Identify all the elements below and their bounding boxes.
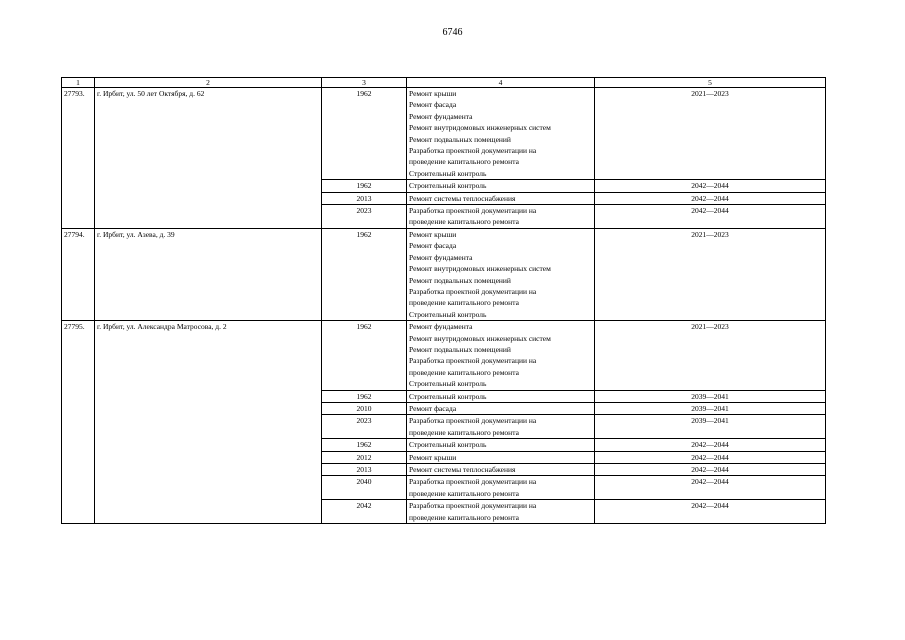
planned-period: 2042—2044 [595, 500, 826, 524]
planned-period: 2042—2044 [595, 451, 826, 463]
planned-period: 2042—2044 [595, 205, 826, 229]
last-repair-year: 2013 [322, 464, 407, 476]
object-number: 27794. [62, 228, 95, 320]
object-number: 27795. [62, 321, 95, 524]
work-item: Ремонт фундамента [409, 252, 473, 262]
work-types [407, 402, 595, 414]
registry-table [61, 77, 826, 524]
last-repair-year: 2010 [322, 402, 407, 414]
work-item: Строительный контроль [409, 379, 487, 389]
last-repair-year: 1962 [322, 321, 407, 390]
work-types [407, 415, 595, 439]
work-types [407, 439, 595, 451]
work-item: Ремонт внутридомовых инженерных систем [409, 123, 551, 133]
work-item: Ремонт фасада [409, 241, 457, 251]
work-item: проведение капитального ремонта [409, 488, 519, 498]
work-item: Строительный контроль [409, 309, 487, 319]
work-types [407, 228, 595, 320]
planned-period: 2039—2041 [595, 415, 826, 439]
work-item: Ремонт подвальных помещений [409, 344, 511, 354]
work-types [407, 500, 595, 524]
work-types [407, 88, 595, 180]
last-repair-year: 2042 [322, 500, 407, 524]
planned-period: 2042—2044 [595, 180, 826, 192]
work-types [407, 476, 595, 500]
table-row [62, 88, 826, 180]
work-item: Ремонт внутридомовых инженерных систем [409, 333, 551, 343]
last-repair-year: 1962 [322, 390, 407, 402]
work-item: Ремонт фасада [409, 100, 457, 110]
work-types [407, 180, 595, 192]
work-item: Ремонт крыши [409, 89, 457, 98]
last-repair-year: 2023 [322, 205, 407, 229]
last-repair-year: 2013 [322, 192, 407, 204]
work-item: Ремонт фасада [409, 403, 457, 413]
work-item: Разработка проектной документации на [409, 501, 537, 511]
work-item: Ремонт крыши [409, 229, 457, 239]
work-types [407, 192, 595, 204]
work-item: проведение капитального ремонта [409, 298, 519, 308]
last-repair-year: 1962 [322, 88, 407, 180]
object-address: г. Ирбит, ул. 50 лет Октября, д. 62 [95, 88, 322, 229]
work-item: Ремонт фундамента [409, 322, 473, 332]
column-header: 2 [95, 78, 322, 88]
work-item: Строительный контроль [409, 440, 487, 450]
column-header: 3 [322, 78, 407, 88]
work-item: Ремонт фундамента [409, 111, 473, 121]
work-item: проведение капитального ремонта [409, 427, 519, 437]
work-types [407, 321, 595, 390]
header-row [62, 78, 826, 88]
planned-period: 2039—2041 [595, 402, 826, 414]
column-header: 5 [595, 78, 826, 88]
work-item: Ремонт внутридомовых инженерных систем [409, 264, 551, 274]
planned-period: 2039—2041 [595, 390, 826, 402]
work-types [407, 205, 595, 229]
last-repair-year: 2012 [322, 451, 407, 463]
planned-period: 2042—2044 [595, 192, 826, 204]
work-item: Строительный контроль [409, 391, 487, 401]
planned-period: 2042—2044 [595, 476, 826, 500]
work-item: Разработка проектной документации на [409, 206, 537, 216]
work-item: Ремонт подвальных помещений [409, 275, 511, 285]
last-repair-year: 1962 [322, 439, 407, 451]
planned-period: 2021—2023 [595, 228, 826, 320]
work-item: Ремонт системы теплоснабжения [409, 465, 516, 474]
last-repair-year: 2040 [322, 476, 407, 500]
registry-table-body [62, 78, 826, 524]
work-types [407, 451, 595, 463]
work-item: Ремонт системы теплоснабжения [409, 193, 516, 203]
work-item: проведение капитального ремонта [409, 157, 519, 167]
object-address: г. Ирбит, ул. Александра Матросова, д. 2 [95, 321, 322, 524]
work-item: Ремонт крыши [409, 452, 457, 462]
table-row [62, 321, 826, 390]
object-address: г. Ирбит, ул. Азева, д. 39 [95, 228, 322, 320]
column-header: 1 [62, 78, 95, 88]
table-row [62, 228, 826, 320]
planned-period: 2042—2044 [595, 439, 826, 451]
work-item: Ремонт подвальных помещений [409, 134, 511, 144]
work-item: проведение капитального ремонта [409, 217, 519, 227]
work-item: проведение капитального ремонта [409, 512, 519, 522]
work-item: Разработка проектной документации на [409, 356, 537, 366]
last-repair-year: 2023 [322, 415, 407, 439]
work-item: Строительный контроль [409, 168, 487, 178]
planned-period: 2021—2023 [595, 321, 826, 390]
work-item: Строительный контроль [409, 181, 487, 191]
column-header: 4 [407, 78, 595, 88]
work-item: Разработка проектной документации на [409, 416, 537, 426]
work-item: Разработка проектной документации на [409, 286, 537, 296]
object-number: 27793. [62, 88, 95, 229]
last-repair-year: 1962 [322, 228, 407, 320]
work-types [407, 390, 595, 402]
work-item: Разработка проектной документации на [409, 477, 537, 487]
work-types [407, 464, 595, 476]
planned-period: 2042—2044 [595, 464, 826, 476]
work-item: Разработка проектной документации на [409, 146, 537, 156]
work-item: проведение капитального ремонта [409, 367, 519, 377]
planned-period: 2021—2023 [595, 88, 826, 180]
page-number: 6746 [442, 27, 463, 38]
last-repair-year: 1962 [322, 180, 407, 192]
